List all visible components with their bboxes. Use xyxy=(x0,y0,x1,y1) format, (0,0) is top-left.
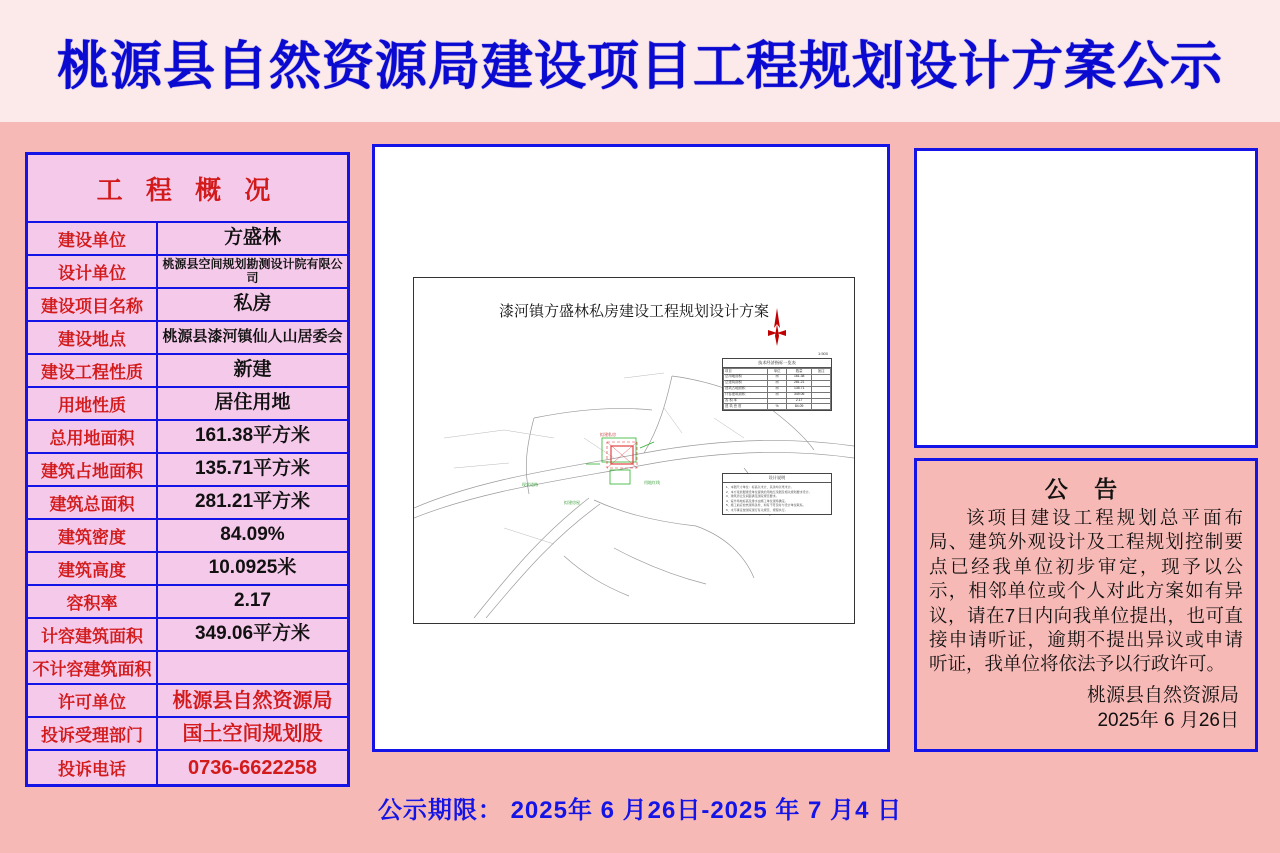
design-notes-box xyxy=(722,473,832,515)
design-note-line: 3、建筑退让及间距满足国家规范要求。 xyxy=(726,494,779,498)
row-label: 用地性质 xyxy=(28,388,158,419)
row-value: 国土空间规划股 xyxy=(182,722,323,745)
design-note-line: 6、未尽事宜按国家现行有关规范、规程执行。 xyxy=(726,507,788,512)
table-row xyxy=(28,421,347,454)
scale-label: 1:500 xyxy=(817,351,828,356)
row-value: 2.17 xyxy=(234,590,271,612)
notice-body: 该项目建设工程规划总平面布局、建筑外观设计及工程规划控制要点已经我单位初步审定，现予以公示，相邻单位或个人对此方案如有异议，请在7日内向我单位提出，也可直接申请听证，逾期不提出异议或申请听证，我单位将依法予以行政许可。 xyxy=(929,507,1243,675)
svg-text:拟建房屋: 拟建房屋 xyxy=(564,500,580,505)
row-label: 总用地面积 xyxy=(28,421,158,452)
notice-issuer: 桃源县自然资源局 xyxy=(1086,684,1239,706)
site-plan-sheet xyxy=(393,167,875,735)
cell: ㎡ xyxy=(768,392,787,398)
row-value: 281.21平方米 xyxy=(194,491,311,513)
design-note-line: 5、施工前应校核现场条件，如有不符及时与设计单位联系。 xyxy=(726,503,806,507)
table-row xyxy=(28,685,347,718)
cell: 总建筑面积 xyxy=(724,380,768,386)
table-row xyxy=(28,223,347,256)
row-label: 许可单位 xyxy=(28,685,158,716)
design-notes-title: 设计说明 xyxy=(723,474,831,483)
publicity-period xyxy=(0,790,1280,825)
row-label: 建设地点 xyxy=(28,322,158,353)
svg-text:拟建私房: 拟建私房 xyxy=(600,432,616,437)
row-value: 桃源县自然资源局 xyxy=(172,689,333,712)
row-label: 投诉电话 xyxy=(28,751,158,784)
table-row xyxy=(28,520,347,553)
table-row xyxy=(28,322,347,355)
row-label: 计容建筑面积 xyxy=(28,619,158,650)
column-header: 单位 xyxy=(768,369,787,375)
row-value: 84.09% xyxy=(220,524,285,546)
row-label: 建筑总面积 xyxy=(28,487,158,518)
site-plan-title: 漆河镇方盛林私房建设工程规划设计方案 xyxy=(498,303,769,320)
notice-title: 公 告 xyxy=(1044,476,1128,502)
table-row xyxy=(28,487,347,520)
row-value xyxy=(158,652,347,683)
row-value: 0736-6622258 xyxy=(187,756,317,779)
cell: % xyxy=(768,404,787,410)
site-plan-frame xyxy=(413,277,855,624)
project-overview-title: 工 程 概 况 xyxy=(28,155,347,223)
row-label: 建筑高度 xyxy=(28,553,158,584)
row-value: 161.38平方米 xyxy=(194,425,311,447)
table-row xyxy=(28,553,347,586)
notice-signature xyxy=(929,683,1243,734)
cell: ㎡ xyxy=(768,386,787,392)
cell xyxy=(812,404,831,410)
cell: 总用地面积 xyxy=(724,374,768,380)
cell: ㎡ xyxy=(768,374,787,380)
row-label: 建设工程性质 xyxy=(28,355,158,386)
notice-date: 2025年 6 月26日 xyxy=(1097,710,1239,732)
cell: 161.38 xyxy=(786,374,811,380)
svg-text:用地红线: 用地红线 xyxy=(644,480,660,485)
design-note-line: 2、本方案依据建设单位提供的用地红线图及相关规划要求设计。 xyxy=(726,489,812,494)
cell: ㎡ xyxy=(768,380,787,386)
table-row xyxy=(28,619,347,652)
row-value: 桃源县空间规划勘测设计院有限公司 xyxy=(162,257,343,285)
table-row xyxy=(28,289,347,322)
cell: 建 筑 密 度 xyxy=(724,404,768,410)
row-value: 135.71平方米 xyxy=(194,458,311,480)
table-row xyxy=(28,718,347,751)
cell: 349.06 xyxy=(786,392,811,398)
cell: 容 积 率 xyxy=(724,398,768,404)
row-label: 建筑占地面积 xyxy=(28,454,158,485)
row-value: 349.06平方米 xyxy=(194,623,311,645)
cell: 2.17 xyxy=(786,398,811,404)
table-row xyxy=(28,586,347,619)
cell: 计容建筑面积 xyxy=(724,392,768,398)
project-overview-panel xyxy=(25,152,350,787)
cell: 84.09 xyxy=(786,404,811,410)
row-value: 方盛林 xyxy=(223,227,281,249)
technical-indicator-table xyxy=(722,358,832,411)
page-title: 桃源县自然资源局建设项目工程规划设计方案公示 xyxy=(56,37,1223,96)
row-value: 新建 xyxy=(233,359,272,381)
table-row xyxy=(28,256,347,289)
cell: 建筑占地面积 xyxy=(724,386,768,392)
publicity-period-text: 公示期限： 2025年 6 月26日-2025 年 7 月4 日 xyxy=(377,797,903,824)
row-label: 建筑密度 xyxy=(28,520,158,551)
cell: 281.21 xyxy=(786,380,811,386)
row-value: 居住用地 xyxy=(214,392,291,414)
row-label: 投诉受理部门 xyxy=(28,718,158,749)
table-row xyxy=(28,751,347,784)
column-header: 项目 xyxy=(724,369,768,375)
row-value: 私房 xyxy=(233,293,272,315)
row-label: 不计容建筑面积 xyxy=(28,652,158,683)
design-note-line: 1、本图尺寸单位：标高以米计，其余均以毫米计。 xyxy=(726,485,794,489)
row-label: 建设单位 xyxy=(28,223,158,254)
row-value: 桃源县漆河镇仙人山居委会 xyxy=(162,328,343,346)
cell: 135.71 xyxy=(786,386,811,392)
building-elevation-panel xyxy=(914,148,1258,448)
column-header: 数量 xyxy=(786,369,811,375)
row-label: 容积率 xyxy=(28,586,158,617)
design-note-line: 4、室外场地标高及排水由施工单位现场确定。 xyxy=(726,498,788,503)
row-label: 设计单位 xyxy=(28,256,158,287)
design-notes-body xyxy=(723,483,831,514)
table-row xyxy=(28,388,347,421)
table-row xyxy=(28,652,347,685)
public-notice-panel xyxy=(914,458,1258,752)
site-plan-panel xyxy=(372,144,890,752)
svg-text:现状道路: 现状道路 xyxy=(522,482,538,487)
row-label: 建设项目名称 xyxy=(28,289,158,320)
technical-indicator-title: 技术经济指标一览表 xyxy=(723,359,831,368)
header-banner xyxy=(0,0,1280,122)
column-header: 备注 xyxy=(812,369,831,375)
table-row xyxy=(724,404,831,410)
row-value: 10.0925米 xyxy=(208,557,297,579)
table-row xyxy=(28,355,347,388)
table-row xyxy=(28,454,347,487)
